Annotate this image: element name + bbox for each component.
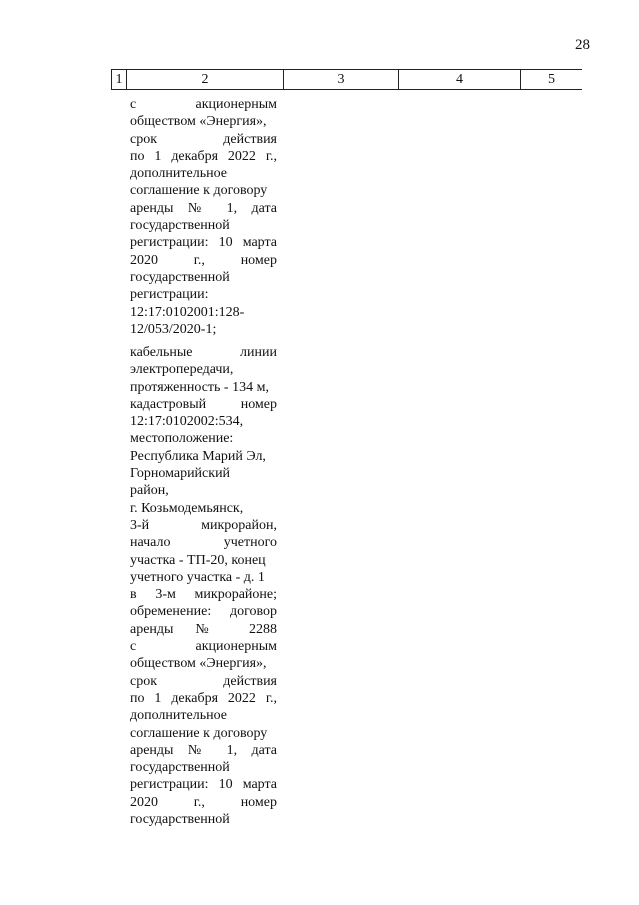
text-line: Республика Марий Эл,	[130, 448, 266, 464]
text-line: аренды № 1, дата	[130, 742, 277, 758]
text-line: начало учетного	[130, 535, 277, 551]
column-header-4: 4	[456, 72, 463, 87]
text-line: обременение: договор	[130, 604, 277, 620]
text-line: соглашение к договору	[130, 183, 268, 199]
column-header-2: 2	[201, 72, 209, 87]
text-line: 3-й микрорайон,	[130, 517, 277, 533]
text-line: кадастровый номер	[130, 396, 277, 412]
column-header-3: 3	[337, 72, 345, 87]
text-line: по 1 декабря 2022 г.,	[130, 690, 277, 706]
text-line: электропередачи,	[130, 362, 234, 378]
text-line: кабельные линии	[130, 345, 277, 360]
text-line: район,	[130, 483, 169, 499]
text-line: местоположение:	[130, 431, 234, 447]
text-line: 12:17:0102001:128-	[130, 304, 245, 320]
text-line: 12/053/2020-1;	[130, 321, 217, 337]
text-line: г. Козьмодемьянск,	[130, 500, 244, 516]
text-line: 2020 г., номер	[130, 252, 277, 268]
encumbrance-text-block	[130, 96, 277, 338]
text-line: регистрации: 10 марта	[130, 777, 277, 793]
table-header-bottom-border	[111, 89, 582, 90]
text-line: государственной	[130, 218, 230, 234]
text-line: в 3-м микрорайоне;	[130, 587, 277, 603]
text-line: дополнительное	[130, 708, 227, 724]
text-line: регистрации: 10 марта	[130, 235, 277, 251]
column-header-5: 5	[548, 72, 555, 87]
text-line: срок действия	[130, 131, 277, 147]
text-line: срок действия	[130, 673, 277, 689]
text-line: государственной	[130, 760, 230, 776]
text-line: государственной	[130, 269, 230, 285]
table-top-border	[111, 69, 582, 70]
text-line: аренды № 1, дата	[130, 200, 277, 216]
text-line: 12:17:0102002:534,	[130, 414, 244, 430]
text-line: регистрации:	[130, 287, 209, 303]
text-line: государственной	[130, 812, 230, 828]
text-line: обществом «Энергия»,	[130, 114, 267, 130]
cable-line-text-block	[130, 344, 277, 828]
page-number: 28	[575, 37, 590, 53]
column-header-1: 1	[115, 72, 123, 87]
text-line: учетного участка - д. 1	[130, 569, 265, 585]
text-line: 2020 г., номер	[130, 794, 277, 810]
text-line: протяженность - 134 м,	[130, 379, 269, 395]
text-line: по 1 декабря 2022 г.,	[130, 148, 277, 164]
text-line: Горномарийский	[130, 466, 231, 482]
text-line: аренды № 2288	[130, 621, 277, 637]
text-line: обществом «Энергия»,	[130, 656, 267, 672]
text-line: с акционерным	[130, 639, 277, 655]
text-line: соглашение к договору	[130, 725, 268, 741]
text-line: с акционерным	[130, 97, 277, 112]
text-line: участка - ТП-20, конец	[130, 552, 266, 568]
text-line: дополнительное	[130, 166, 227, 182]
